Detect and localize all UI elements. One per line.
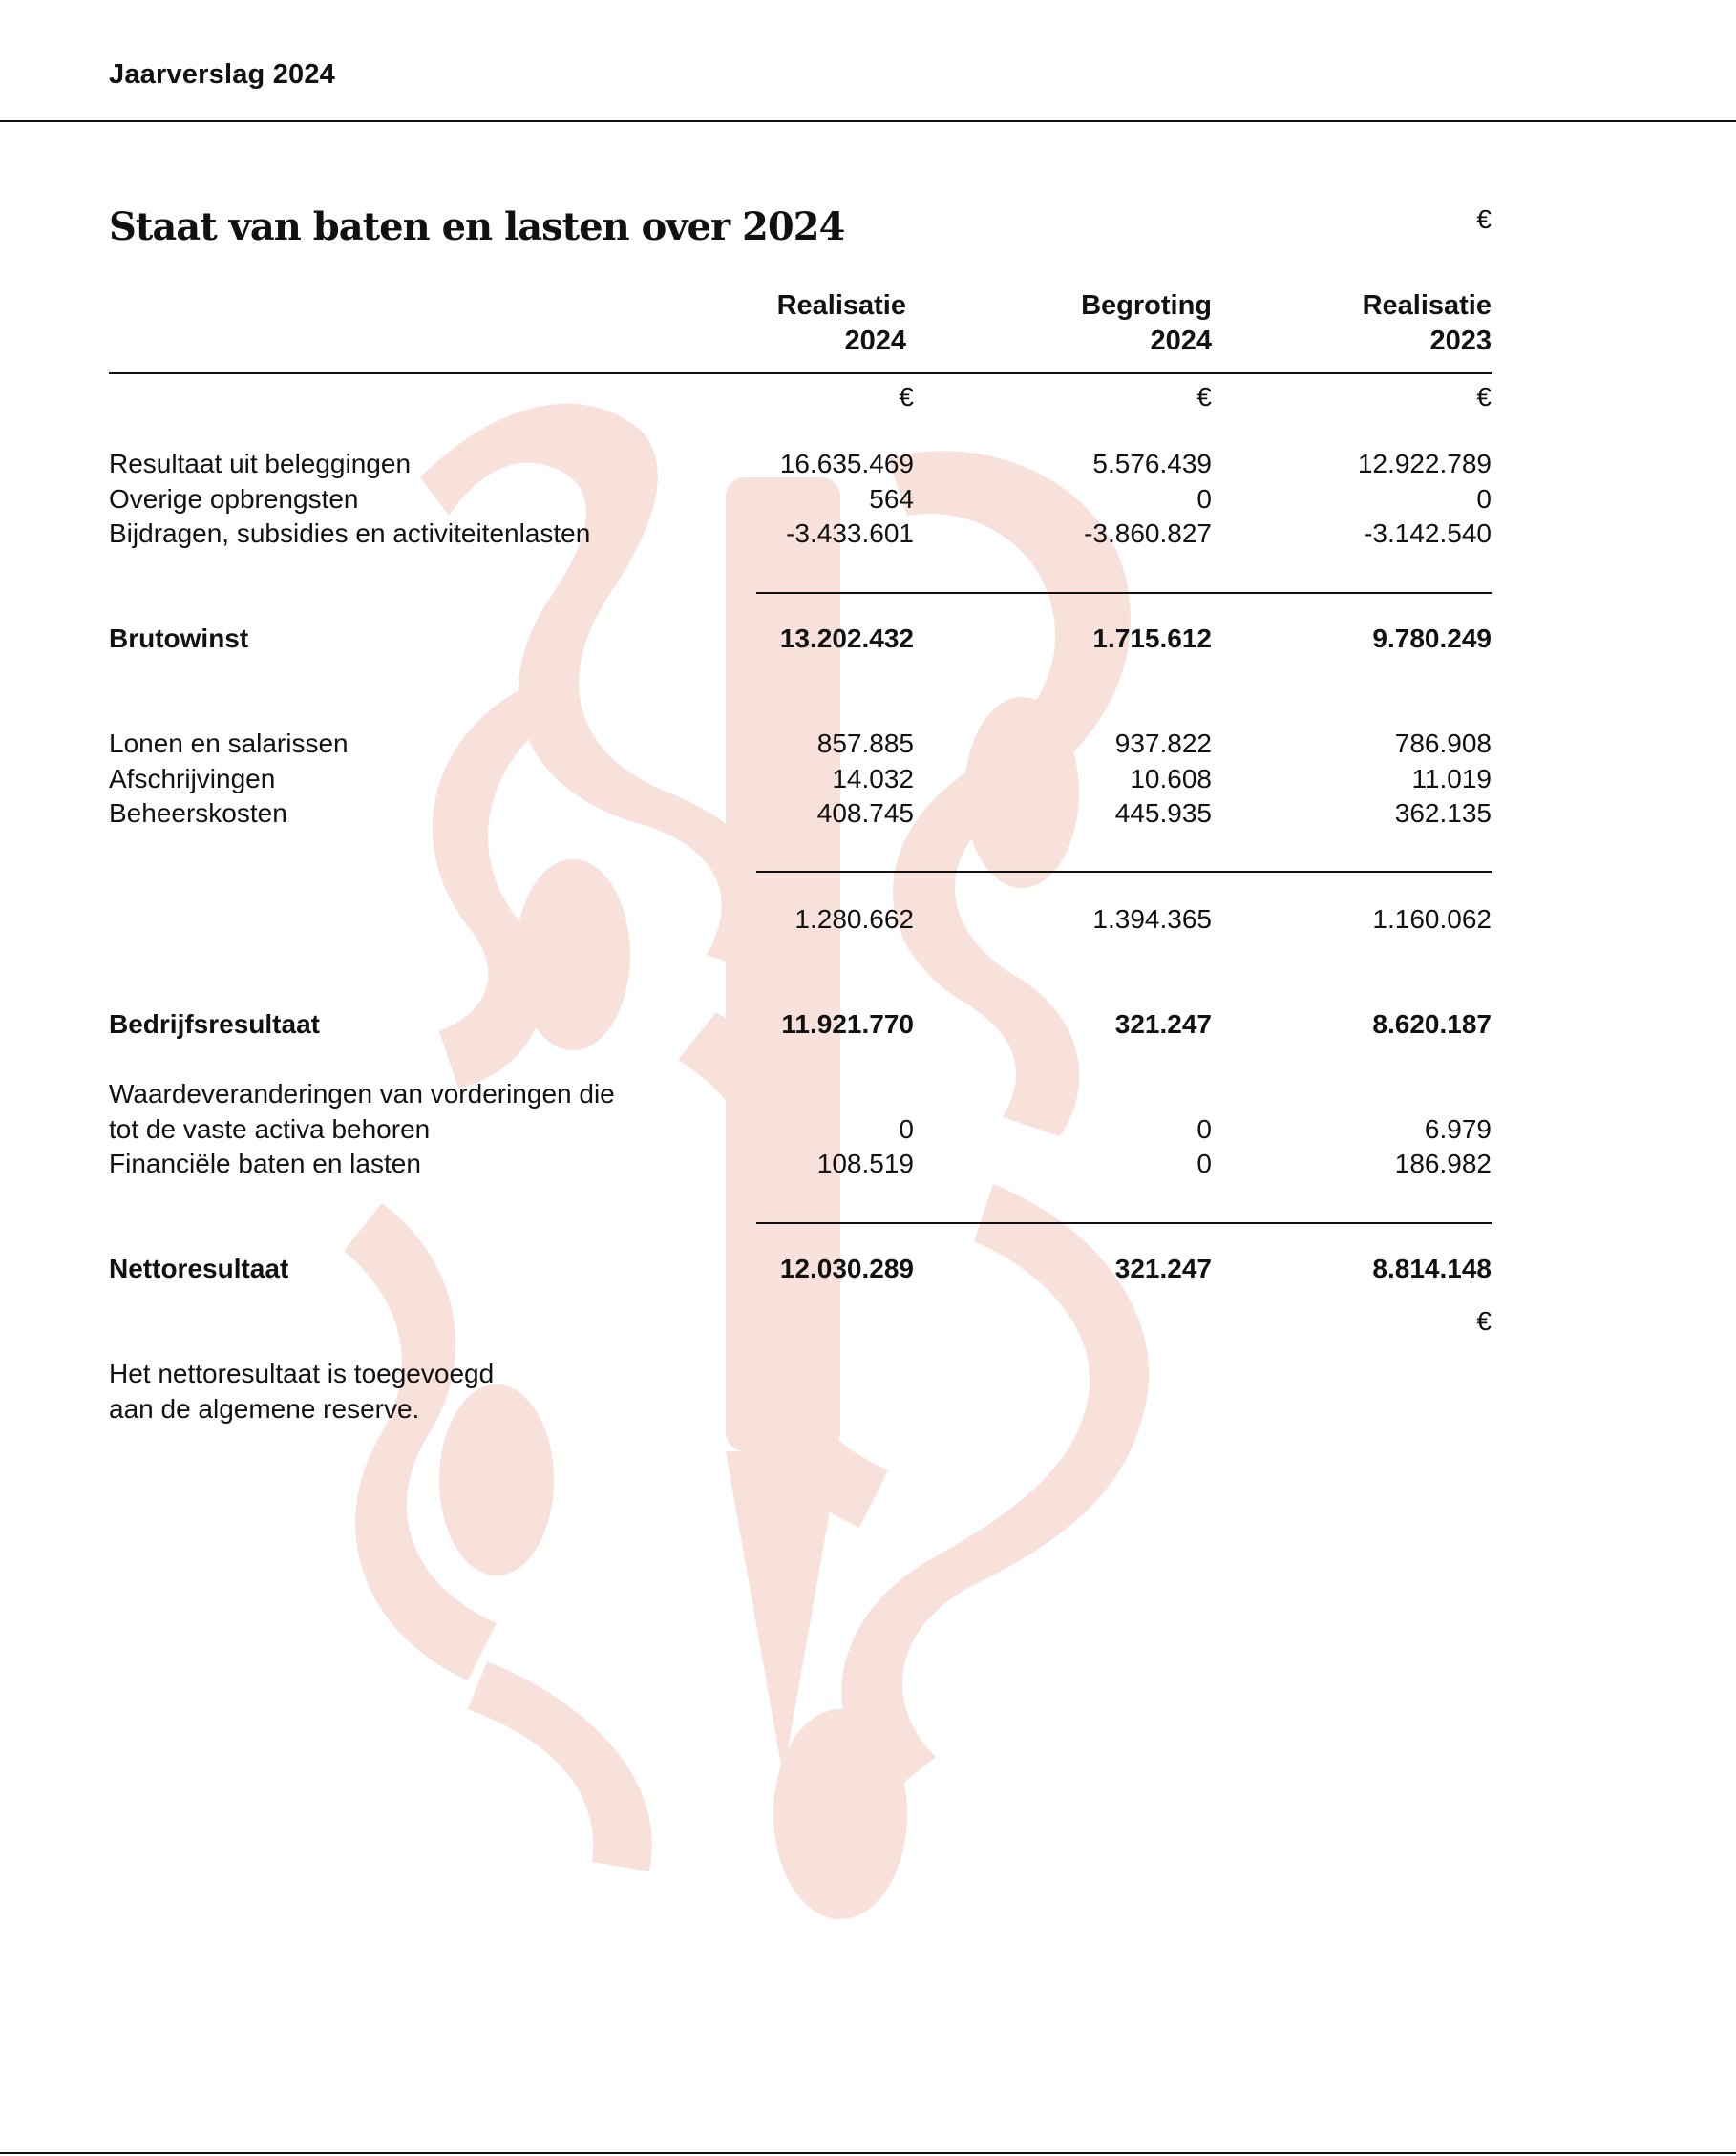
row-value: 13.202.432 (779, 624, 914, 653)
row-label: Bedrijfsresultaat (109, 1009, 320, 1039)
column-header-line1: Realisatie (1362, 290, 1492, 321)
row-value: 362.135 (1394, 798, 1492, 828)
row-value: 186.982 (1394, 1149, 1492, 1178)
row-label: Nettoresultaat (109, 1254, 289, 1283)
subtotal-divider (756, 871, 1492, 873)
currency-symbol: € (899, 382, 914, 412)
row-value: 16.635.469 (779, 449, 914, 478)
footnote (109, 1356, 494, 1427)
row-value: 0 (1476, 484, 1492, 514)
table-row (0, 481, 1736, 517)
row-value: 937.822 (1114, 729, 1212, 758)
row-label: Resultaat uit beleggingen (109, 449, 412, 478)
row-value: 6.979 (1424, 1114, 1492, 1144)
row-value: 1.394.365 (1092, 904, 1212, 934)
footnote-line: aan de algemene reserve. (109, 1394, 420, 1424)
row-value: 8.814.148 (1372, 1254, 1492, 1283)
row-label: tot de vaste activa behoren (109, 1114, 431, 1144)
row-value: 14.032 (832, 764, 914, 793)
row-label: Afschrijvingen (109, 764, 276, 793)
subtotal-divider (756, 592, 1492, 594)
row-label: Overige opbrengsten (109, 484, 359, 514)
currency-symbol: € (1476, 382, 1492, 412)
row-value: -3.142.540 (1364, 518, 1492, 548)
table-row (0, 1146, 1736, 1181)
currency-symbol: € (1476, 1306, 1492, 1336)
row-value: 321.247 (1114, 1009, 1212, 1039)
row-label: Brutowinst (109, 624, 249, 653)
row-value: 1.160.062 (1372, 904, 1492, 934)
table-row (0, 516, 1736, 551)
row-value: 5.576.439 (1092, 449, 1212, 478)
column-header-realisatie-2023 (1281, 288, 1492, 359)
row-value: 8.620.187 (1372, 1009, 1492, 1039)
column-header-line1: Begroting (1081, 290, 1212, 321)
currency-row-bottom (0, 1303, 1736, 1339)
column-header-line2: 2024 (844, 326, 906, 356)
row-value: -3.433.601 (786, 518, 914, 548)
table-row (0, 726, 1736, 761)
row-value: 12.922.789 (1357, 449, 1492, 478)
row-value: 12.030.289 (779, 1254, 914, 1283)
row-value: 564 (869, 484, 914, 514)
row-value: 0 (1196, 1149, 1212, 1178)
bedrijfsresultaat-row (0, 1006, 1736, 1042)
row-value: 0 (1196, 1114, 1212, 1144)
row-value: -3.860.827 (1084, 518, 1212, 548)
cost-total-row (0, 901, 1736, 937)
row-value: 10.608 (1130, 764, 1212, 793)
row-value: 11.019 (1411, 764, 1492, 793)
statement-title: Staat van baten en lasten over 2024 (109, 204, 845, 249)
column-header-line1: Realisatie (776, 290, 906, 321)
currency-symbol-top: € (1476, 204, 1492, 234)
row-value: 0 (1196, 484, 1212, 514)
currency-symbol: € (1196, 382, 1212, 412)
column-header-line2: 2024 (1150, 326, 1212, 356)
row-value: 408.745 (816, 798, 914, 828)
row-value: 1.280.662 (794, 904, 914, 934)
currency-row (0, 379, 1736, 414)
row-label: Lonen en salarissen (109, 729, 349, 758)
table-row-label-continued (0, 1076, 1736, 1111)
row-value: 9.780.249 (1372, 624, 1492, 653)
brutowinst-row (0, 621, 1736, 656)
row-value: 0 (899, 1114, 914, 1144)
table-row (0, 761, 1736, 796)
row-label: Bijdragen, subsidies en activiteitenlasten (109, 518, 591, 548)
table-row (0, 795, 1736, 831)
row-value: 11.921.770 (781, 1009, 914, 1039)
table-row (0, 1111, 1736, 1147)
nettoresultaat-row (0, 1251, 1736, 1286)
table-row (0, 446, 1736, 481)
row-value: 321.247 (1114, 1254, 1212, 1283)
row-value: 857.885 (816, 729, 914, 758)
column-header-realisatie-2024 (696, 288, 906, 359)
row-value: 108.519 (816, 1149, 914, 1178)
footnote-line: Het nettoresultaat is toegevoegd (109, 1359, 495, 1388)
row-value: 786.908 (1394, 729, 1492, 758)
row-value: 1.715.612 (1092, 624, 1212, 653)
total-divider (756, 1222, 1492, 1224)
report-title: Jaarverslag 2024 (109, 59, 336, 90)
row-label: Financiële baten en lasten (109, 1149, 421, 1178)
row-label: Beheerskosten (109, 798, 287, 828)
row-value: 445.935 (1114, 798, 1212, 828)
header-divider (109, 372, 1492, 374)
column-header-begroting-2024 (1002, 288, 1212, 359)
column-header-line2: 2023 (1429, 326, 1492, 356)
row-label: Waardeveranderingen van vorderingen die (109, 1079, 615, 1109)
